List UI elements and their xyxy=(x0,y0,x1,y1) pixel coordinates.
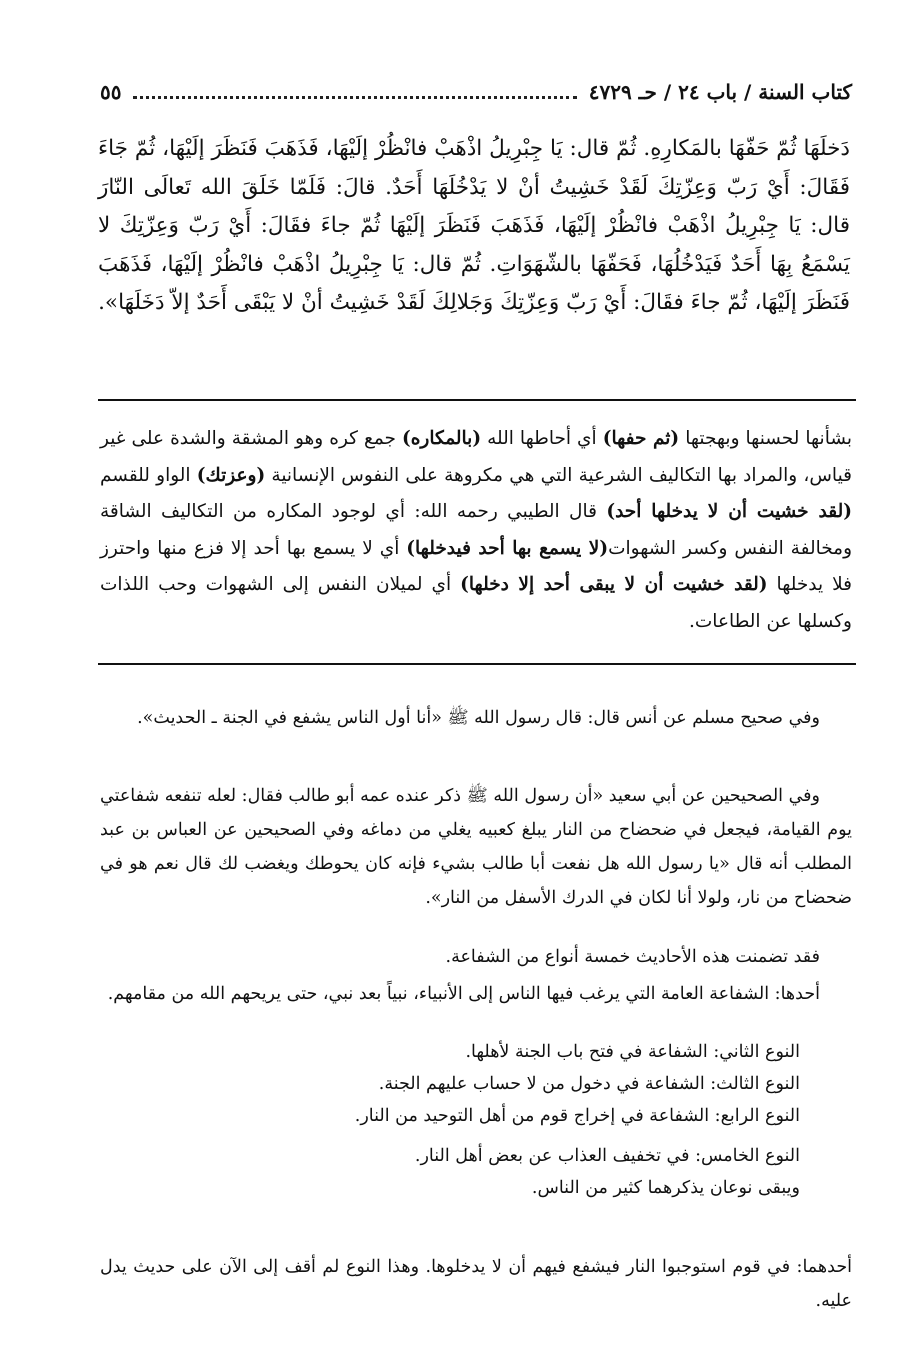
body-paragraph-5 xyxy=(100,1232,852,1335)
commentary-block xyxy=(100,421,852,640)
body-text: أحدهما: في قوم استوجبوا النار فيشفع فيهم أن لا يدخلوها. وهذا النوع لم أقف إلى الآن على حديث يدل عليه. xyxy=(100,1256,852,1311)
divider-line xyxy=(98,663,856,665)
commentary-paragraph xyxy=(100,421,852,640)
commentary-text: الواو للقسم xyxy=(100,464,197,486)
commentary-text: أي لميلان النفس إلى الشهوات وحب اللذات وكسلها عن الطاعات. xyxy=(100,574,852,632)
body-text: وفي الصحيحين عن أبي سعيد «أن رسول الله ﷺ ذكر عنده عمه أبو طالب فقال: لعله تنفعه شفاعتي يوم القيامة، فيجعل في ضحضاح من النار يبلغ كعبيه يغلي من دماغه وفي الصحيحين عن العباس بن عبد المطلب أنه قال «يا رسول الله هل نفعت أبا طالب بشيء فإنه كان يحوطك ويغضب لك قال نعم هو في ضحضاح من نار، ولولا أنا لكان في الدرك الأسفل من النار». xyxy=(100,785,852,908)
hadith-text: دَخلَهَا ثُمّ حَفّهَا بالمَكارِهِ. ثُمّ قال: يَا جِبْرِيلُ اذْهَبْ فانْظُرْ إلَيْهَا، فَذَهَبَ فَنَظَرَ إلَيْهَا، ثُمّ جَاءَ فَقَالَ: أَيْ رَبّ وَعِزّتِكَ لَقَدْ خَشِيتُ أنْ لا يَدْخُلَهَا أَحَدٌ. قالَ: فَلَمّا خَلَقَ الله تَعالَى النّارَ قال: يَا جِبْرِيلُ اذْهَبْ فانْظُرْ إلَيْهَا، فَذَهَبَ فَنَظَرَ إلَيْهَا ثُمّ جاءَ فقَالَ: أَيْ رَبّ وَعِزّتِكَ لا يَسْمَعُ بِهَا أَحَدٌ فَيَدْخُلُهَا، فَحَفّهَا بالشّهَوَاتِ. ثُمّ قال: يَا جِبْرِيلُ اذْهَبْ فانْظُرْ إلَيْهَا، فَذَهَبَ فَنَظَرَ إلَيْهَا، ثُمّ جاءَ فقَالَ: أَيْ رَبّ وَعِزّتِكَ وَجَلالِكَ لَقَدْ خَشِيتُ أنْ لا يَبْقَى أَحَدٌ إلاّ دَخَلَهَا». xyxy=(98,136,850,315)
commentary-lemma: (لا يسمع بها أحد فيدخلها) xyxy=(406,537,609,559)
list-item: النوع الثالث: الشفاعة في دخول من لا حساب عليهم الجنة. xyxy=(378,1074,800,1094)
divider-line xyxy=(98,399,856,401)
list-item: النوع الثاني: الشفاعة في فتح باب الجنة لأهلها. xyxy=(465,1042,800,1062)
page-number: ٥٥ xyxy=(100,80,122,104)
running-title: كتاب السنة / باب ٢٤ / حـ ٤٧٢٩ xyxy=(588,80,852,104)
intercession-types-list xyxy=(100,1036,800,1204)
commentary-lemma: (ثم حفها) xyxy=(602,428,680,449)
commentary-lemma: (لقد خشيت أن لا يدخلها أحد) xyxy=(606,501,852,522)
list-item: ويبقى نوعان يذكرهما كثير من الناس. xyxy=(531,1178,800,1198)
commentary-lemma: (بالمكاره) xyxy=(401,428,482,449)
body-text: أحدها: الشفاعة العامة التي يرغب فيها الناس إلى الأنبياء، نبياً بعد نبي، حتى يريحهم الله من مقامهم. xyxy=(107,983,820,1004)
hadith-text-block xyxy=(98,130,850,323)
commentary-text: أي أحاطها الله xyxy=(481,428,603,449)
body-text: فقد تضمنت هذه الأحاديث خمسة أنواع من الشفاعة. xyxy=(445,946,820,967)
list-item: النوع الخامس: في تخفيف العذاب عن بعض أهل النار. xyxy=(414,1146,800,1166)
page-header xyxy=(100,72,852,112)
body-text: وفي صحيح مسلم عن أنس قال: قال رسول الله ﷺ «أنا أول الناس يشفع في الجنة ـ الحديث». xyxy=(137,707,820,728)
commentary-lemma: (وعزتك) xyxy=(196,464,266,486)
body-paragraph-4 xyxy=(100,959,852,1028)
commentary-text: قال الطيبي رحمه الله: أي لوجود المكاره من التكاليف الشاقة ومخالفة النفس وكسر الشهوات xyxy=(100,501,853,559)
body-paragraph-1 xyxy=(100,683,852,752)
commentary-text: أي لا يسمع بها أحد إلا فزع منها واحترز فلا يدخلها xyxy=(100,537,853,595)
leader-dots xyxy=(133,96,576,99)
commentary-text: بشأنها لحسنها وبهجتها xyxy=(679,428,852,449)
commentary-lemma: (لقد خشيت أن لا يبقى أحد إلا دخلها) xyxy=(460,574,768,595)
commentary-text: جمع كره وهو المشقة والشدة على غير قياس، والمراد بها التكاليف الشرعية التي هي مكروهة على النفوس الإنسانية xyxy=(100,428,852,486)
body-paragraph-2 xyxy=(100,761,852,932)
list-item: النوع الرابع: الشفاعة في إخراج قوم من أهل التوحيد من النار. xyxy=(354,1106,800,1126)
